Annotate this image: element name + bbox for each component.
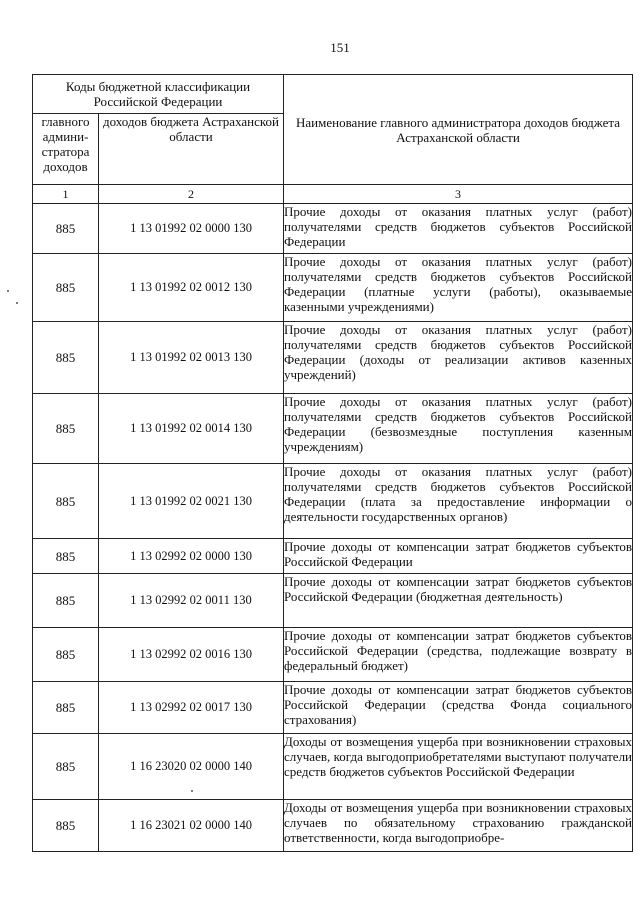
revenue-code-cell: 1 13 01992 02 0021 130 <box>99 464 284 539</box>
header-budget-revenue: доходов бюджета Астраханской области <box>99 114 284 185</box>
admin-code-cell: 885 <box>33 800 99 852</box>
revenue-name-cell: Прочие доходы от оказания платных услуг (работ) получателями средств бюджетов субъектов Российской Федерации (доходы от реализации активов казенных учреждений) <box>284 322 633 394</box>
table-row <box>33 322 633 394</box>
header-classification-codes: Коды бюджетной классификации Российской Федерации <box>33 75 284 114</box>
column-number-2: 2 <box>99 185 284 204</box>
revenue-name-cell: Прочие доходы от оказания платных услуг (работ) получателями средств бюджетов субъектов Российской Федерации (безвозмездные поступления казенным учреждениям) <box>284 394 633 464</box>
revenue-name-cell: Прочие доходы от оказания платных услуг (работ) получателями средств бюджетов субъектов Российской Федерации (платные услуги (работы), оказываемые казенными учреждениями) <box>284 254 633 322</box>
table-row <box>33 254 633 322</box>
admin-code-cell: 885 <box>33 322 99 394</box>
admin-code-cell: 885 <box>33 464 99 539</box>
revenue-name-cell: Прочие доходы от компенсации затрат бюджетов субъектов Российской Федерации (средства Фонда социального страхования) <box>284 682 633 734</box>
header-chief-administrator: главного админи-стратора доходов <box>33 114 99 185</box>
column-number-1: 1 <box>33 185 99 204</box>
column-number-3: 3 <box>284 185 633 204</box>
table-row <box>33 539 633 574</box>
header-administrator-name: Наименование главного администратора доходов бюджета Астраханской области <box>284 75 633 185</box>
table-row <box>33 204 633 254</box>
admin-code-cell: 885 <box>33 628 99 682</box>
table-row <box>33 574 633 628</box>
revenue-code-cell: 1 13 01992 02 0013 130 <box>99 322 284 394</box>
revenue-name-cell: Доходы от возмещения ущерба при возникновении страховых случаев, когда выгодоприобретателями выступают получатели средств бюджетов субъектов Российской Федерации <box>284 734 633 800</box>
revenue-code-cell: 1 13 01992 02 0012 130 <box>99 254 284 322</box>
budget-classification-table <box>32 74 633 852</box>
revenue-code-cell: 1 16 23021 02 0000 140 <box>99 800 284 852</box>
scan-speck <box>7 290 9 292</box>
revenue-code-cell: 1 13 01992 02 0000 130 <box>99 204 284 254</box>
table-row <box>33 394 633 464</box>
revenue-code-cell: 1 13 02992 02 0016 130 <box>99 628 284 682</box>
revenue-code-cell: 1 13 02992 02 0000 130 <box>99 539 284 574</box>
table-row <box>33 682 633 734</box>
revenue-code-cell: 1 16 23020 02 0000 140 <box>99 734 284 800</box>
admin-code-cell: 885 <box>33 254 99 322</box>
revenue-name-cell: Прочие доходы от компенсации затрат бюджетов субъектов Российской Федерации <box>284 539 633 574</box>
table-row <box>33 464 633 539</box>
admin-code-cell: 885 <box>33 734 99 800</box>
revenue-code-cell: 1 13 02992 02 0017 130 <box>99 682 284 734</box>
revenue-name-cell: Доходы от возмещения ущерба при возникновении страховых случаев по обязательному страхованию гражданской ответственности, когда выгодоприобре- <box>284 800 633 852</box>
admin-code-cell: 885 <box>33 539 99 574</box>
revenue-name-cell: Прочие доходы от компенсации затрат бюджетов субъектов Российской Федерации (средства, подлежащие возврату в федеральный бюджет) <box>284 628 633 682</box>
admin-code-cell: 885 <box>33 204 99 254</box>
revenue-name-cell: Прочие доходы от оказания платных услуг (работ) получателями средств бюджетов субъектов Российской Федерации (плата за предоставление информации о деятельности государственных органов) <box>284 464 633 539</box>
admin-code-cell: 885 <box>33 394 99 464</box>
table-row <box>33 800 633 852</box>
table-row <box>33 734 633 800</box>
admin-code-cell: 885 <box>33 682 99 734</box>
admin-code-cell: 885 <box>33 574 99 628</box>
scan-speck <box>191 790 193 792</box>
revenue-code-cell: 1 13 02992 02 0011 130 <box>99 574 284 628</box>
revenue-name-cell: Прочие доходы от компенсации затрат бюджетов субъектов Российской Федерации (бюджетная деятельность) <box>284 574 633 628</box>
table-row <box>33 628 633 682</box>
revenue-code-cell: 1 13 01992 02 0014 130 <box>99 394 284 464</box>
revenue-name-cell: Прочие доходы от оказания платных услуг (работ) получателями средств бюджетов субъектов Российской Федерации <box>284 204 633 254</box>
scan-speck <box>16 302 18 304</box>
page-number: 151 <box>330 40 350 55</box>
